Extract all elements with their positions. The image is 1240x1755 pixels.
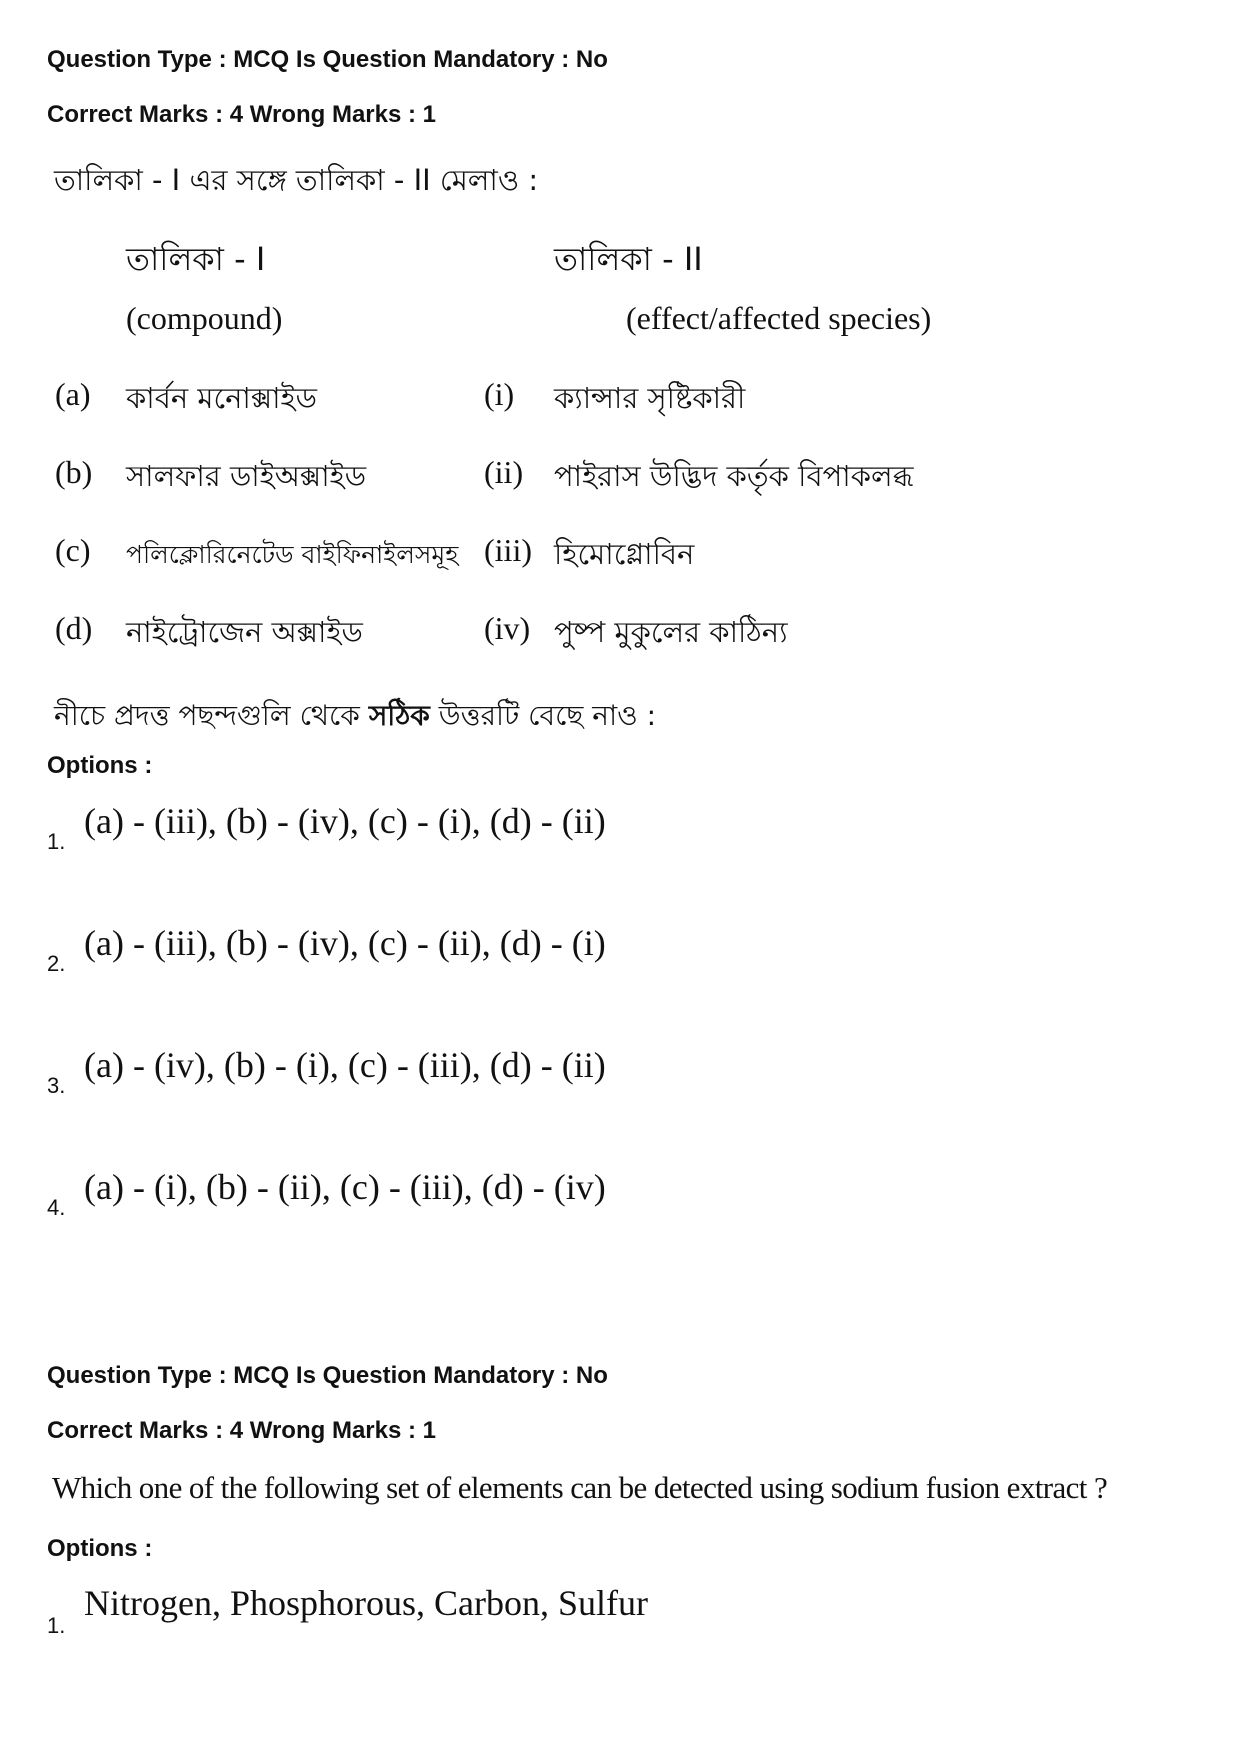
q1-row-i-effect: ক্যান্সার সৃষ্টিকারী [554,381,746,415]
q1-row-c-mark: (c) [55,532,91,568]
q1-option-4-text[interactable]: (a) - (i), (b) - (ii), (c) - (iii), (d) - (iv) [84,1167,606,1207]
q1-row-a-mark: (a) [55,376,91,412]
q1-instruction: তালিকা - I এর সঙ্গে তালিকা - II মেলাও : [54,163,539,197]
q1-choose-post: উত্তরটি বেছে নাও : [429,699,657,732]
q2-question-text: Which one of the following set of elements can be detected using sodium fusion extract ? [52,1470,1108,1505]
q2-type-line: Question Type : MCQ Is Question Mandatory : No [47,1362,608,1389]
q2-option-1-text[interactable]: Nitrogen, Phosphorous, Carbon, Sulfur [84,1583,648,1623]
q1-choose-pre: নীচে প্রদত্ত পছন্দগুলি থেকে [54,699,369,732]
q1-type-line: Question Type : MCQ Is Question Mandatory : No [47,46,608,73]
q1-row-ii-effect: পাইরাস উদ্ভিদ কর্তৃক বিপাকলব্ধ [554,459,914,493]
q1-row-d-compound: নাইট্রোজেন অক্সাইড [126,615,363,649]
q1-option-4-number: 4. [47,1195,66,1220]
q1-row-b-mark: (b) [55,454,93,490]
q1-row-iv-effect: পুষ্প মুকুলের কাঠিন্য [554,615,788,649]
q2-options-label: Options : [47,1535,153,1562]
q1-column2-title: তালিকা - II [554,240,703,278]
q1-row-c-compound: পলিক্লোরিনেটেড বাইফিনাইলসমূহ [126,540,459,569]
q1-row-ii-mark: (ii) [484,454,524,490]
q1-options-label: Options : [47,752,153,779]
q1-option-1-number: 1. [47,829,66,854]
q1-option-2-number: 2. [47,951,66,976]
q1-row-i-mark: (i) [484,376,515,412]
q1-option-1-text[interactable]: (a) - (iii), (b) - (iv), (c) - (i), (d) - (ii) [84,801,606,841]
q1-row-iii-effect: হিমোগ্লোবিন [554,537,695,571]
q1-option-3-text[interactable]: (a) - (iv), (b) - (i), (c) - (iii), (d) - (ii) [84,1045,606,1085]
q1-row-d-mark: (d) [55,610,93,646]
q1-column2-subtitle: (effect/affected species) [626,300,932,336]
q1-choose-instruction [54,694,656,741]
q1-row-b-compound: সালফার ডাইঅক্সাইড [126,459,367,493]
q1-column1-subtitle: (compound) [126,300,283,336]
q1-marks-line: Correct Marks : 4 Wrong Marks : 1 [47,101,437,128]
q1-row-iii-mark: (iii) [484,532,532,568]
q1-row-iv-mark: (iv) [484,610,531,646]
q1-column1-title: তালিকা - I [126,240,266,278]
q1-option-2-text[interactable]: (a) - (iii), (b) - (iv), (c) - (ii), (d) - (i) [84,923,606,963]
q1-option-3-number: 3. [47,1073,66,1098]
q1-row-a-compound: কার্বন মনোক্সাইড [126,381,317,415]
q1-choose-bold: সঠিক [368,699,430,732]
q2-marks-line: Correct Marks : 4 Wrong Marks : 1 [47,1417,437,1444]
q2-option-1-number: 1. [47,1613,66,1638]
